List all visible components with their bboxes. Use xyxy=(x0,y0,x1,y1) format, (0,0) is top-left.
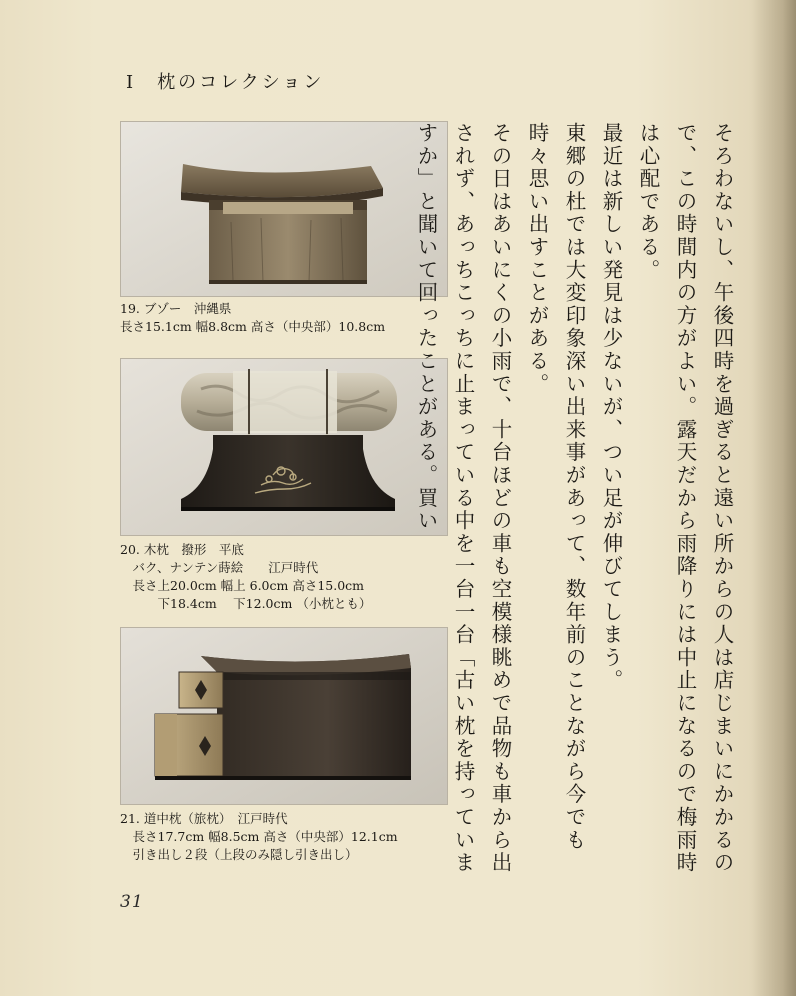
figure-caption-21 xyxy=(120,810,398,864)
paragraph: 東郷の杜では大変印象深い出来事があって、数年前のことながら今でも時々思い出すことがある。 xyxy=(525,122,586,852)
caption-line: 長さ上20.0cm 幅上 6.0cm 高さ15.0cm xyxy=(120,578,365,593)
paragraph: 最近は新しい発見は少ないが、つい足が伸びてしまう。 xyxy=(599,122,623,692)
photo-travel-pillow xyxy=(120,627,448,805)
photo-wooden-pillow-lacquer xyxy=(120,358,448,536)
paragraph: そろわないし、午後四時を過ぎると遠い所からの人は店じまいにかかるので、この時間内の方がよい。露天だから雨降りには中止になるので梅雨時は心配である。 xyxy=(636,122,734,875)
body-text-vertical xyxy=(414,122,740,882)
page-fold-shadow xyxy=(752,0,796,996)
figure-caption-19 xyxy=(120,300,385,336)
caption-line: 21. 道中枕（旅枕） 江戸時代 xyxy=(120,811,288,826)
photo-bukuzo-pillow xyxy=(120,121,448,297)
caption-line: 引き出し２段（上段のみ隠し引き出し） xyxy=(120,847,358,862)
caption-line: 19. ブゾー 沖縄県 xyxy=(120,301,232,316)
caption-line: 長さ17.7cm 幅8.5cm 高さ（中央部）12.1cm xyxy=(120,829,398,844)
caption-line: 20. 木枕 撥形 平底 xyxy=(120,542,244,557)
section-title: Ⅰ 枕のコレクション xyxy=(126,72,325,93)
caption-line: 下18.4cm 下12.0cm （小枕とも） xyxy=(120,596,372,611)
paragraph: その日はあいにくの小雨で、十台ほどの車も空模様眺めで品物も車から出されず、あっちこっちに止まっている中を一台一台「古い枕を持っていますか」と聞いて回ったことがある。買い xyxy=(414,122,512,875)
figure-caption-20 xyxy=(120,541,371,613)
caption-line: バク、ナンテン蒔絵 江戸時代 xyxy=(120,560,319,575)
page-number: 31 xyxy=(120,892,144,912)
caption-line: 長さ15.1cm 幅8.8cm 高さ（中央部）10.8cm xyxy=(120,319,386,334)
